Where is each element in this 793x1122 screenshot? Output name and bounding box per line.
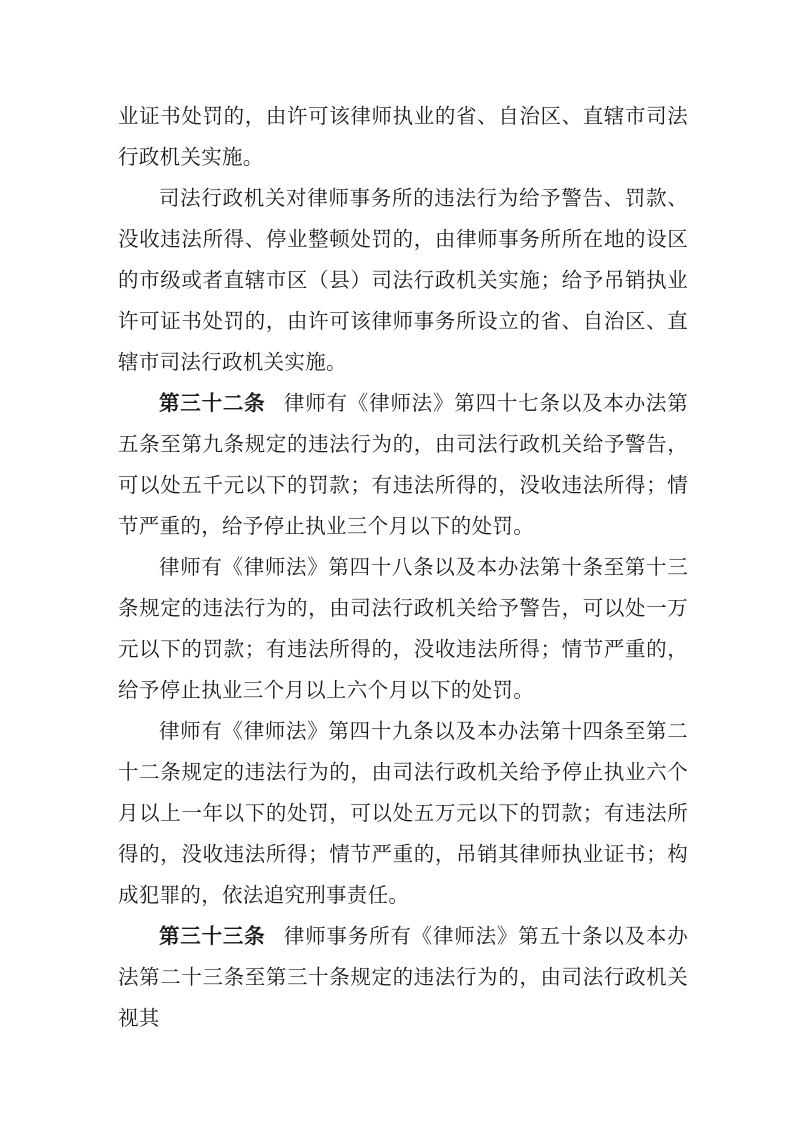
paragraph-text: 律师有《律师法》第四十九条以及本办法第十四条至第二十二条规定的违法行为的，由司法行政机关给予停止执业六个月以上一年以下的处罚，可以处五万元以下的罚款；有违法所得的，没收违法所得；情节严重的，吊销其律师执业证书；构成犯罪的，依法追究刑事责任。 xyxy=(118,719,688,907)
paragraph-text: 律师有《律师法》第四十七条以及本办法第五条至第九条规定的违法行为的，由司法行政机关给予警告，可以处五千元以下的罚款；有违法所得的，没收违法所得；情节严重的，给予停止执业三个月以下的处罚。 xyxy=(118,391,689,538)
paragraph-law-firm-penalty-authority xyxy=(118,178,688,383)
paragraph-text: 司法行政机关对律师事务所的违法行为给予警告、罚款、没收违法所得、停业整顿处罚的，由律师事务所所在地的设区的市级或者直辖市区（县）司法行政机关实施；给予吊销执业许可证书处罚的，由许可该律师事务所设立的省、自治区、直辖市司法行政机关实施。 xyxy=(118,186,688,374)
document-body xyxy=(118,96,688,1039)
paragraph-text: 业证书处罚的，由许可该律师执业的省、自治区、直辖市司法行政机关实施。 xyxy=(118,104,688,169)
article-number: 第三十二条 xyxy=(159,391,266,415)
article-number: 第三十三条 xyxy=(159,924,266,948)
paragraph-text: 律师事务所有《律师法》第五十条以及本办法第二十三条至第三十条规定的违法行为的，由司法行政机关视其 xyxy=(118,924,689,1030)
article-32-paragraph-2 xyxy=(118,547,688,711)
article-33-paragraph-1 xyxy=(118,916,688,1039)
paragraph-continuation xyxy=(118,96,688,178)
article-32-paragraph-3 xyxy=(118,711,688,916)
article-32-paragraph-1 xyxy=(118,383,688,547)
paragraph-text: 律师有《律师法》第四十八条以及本办法第十条至第十三条规定的违法行为的，由司法行政机关给予警告，可以处一万元以下的罚款；有违法所得的，没收违法所得；情节严重的，给予停止执业三个月以上六个月以下的处罚。 xyxy=(118,555,688,702)
